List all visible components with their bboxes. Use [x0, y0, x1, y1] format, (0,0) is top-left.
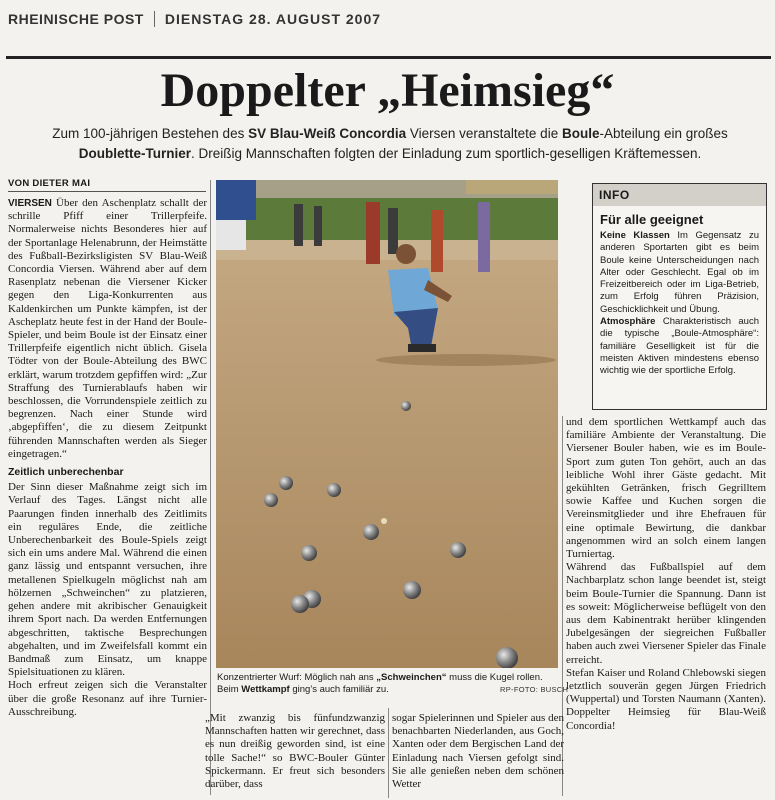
issue-date: DIENSTAG 28. AUGUST 2007: [164, 11, 382, 27]
header-rule: [6, 56, 771, 59]
byline-rule: [8, 191, 206, 192]
article-paragraph: Stefan Kaiser und Roland Chlebowski siegen letztlich souverän gegen Jürgen Friedrich (Wuppertal) und Torsten Naumann (Xanten). Doppelter Heimsieg für Blau-Weiß Concordia!: [566, 666, 766, 732]
info-tag: INFO: [593, 184, 766, 206]
subheadline: [40, 124, 740, 164]
info-box: [592, 183, 767, 410]
column-divider: [210, 180, 211, 795]
caption-text-1: Konzentrierter Wurf: Möglich nah ans: [217, 672, 377, 683]
article-paragraph: Hoch erfreut zeigen sich die Veranstalter über die große Resonanz auf ihre Turnier-Ausschreibung.: [8, 679, 207, 718]
caption-text-2: muss die Kugel rollen. Beim: [217, 672, 543, 695]
article-paragraph: Während das Fußballspiel auf dem Nachbarplatz schon lange beendet ist, steigt beim Boule-Turnier die Spannung. Dann ist es soweit: Möglicherweise beflügelt von den aus dem Kabinentrakt herüber klingenden Jubelgesängen der siegreichen Fußballer haben auch zwei Viersener Spieler das Finale erreicht.: [566, 561, 766, 666]
article-column-left: [8, 197, 207, 719]
subhead-club: SV Blau-Weiß Concordia: [248, 126, 407, 141]
paragraph-text: Über den Aschenplatz schallt der schrille Pfiff einer Trillerpfeife. Normalerweise nichts Besonderes hier auf der Sportanlage Helenabrunn, der Heimstätte des Fußball-Bezirksligisten SV Blau-Weiß Concordia Viersen. Während aber auf dem Rasenplatz nebenan die Viersener Kicker gegen den Liga-Konkurrenten aus Kaldenkirchen um Punkte kämpfen, ist der Ascheplatz heute fest in der Hand der Boule-Spieler, und beim Boule ist der Einsatz einer Trillerpfeife eigentlich nicht üblich. Gisela Tödter von der Boule-Abteilung des BWC erklärt, warum trotzdem gepfiffen wird: „Zur Straffung des Turnierablaufs haben wir beschlossen, die Vorrundenspiele zeitlich zu begrenzen. Nach einer Stunde wird ‚abgepfiffen‘, die zu diesem Zeitpunkt führenden Mannschaften werden als Sieger eingetragen.“: [8, 197, 207, 460]
masthead-divider: [154, 11, 155, 27]
info-body: [593, 230, 766, 378]
info-text: Im Gegensatz zu anderen Sportarten gibt es beim Boule keine Unterscheidungen nach Alter oder Geschlecht. Egal ob im Freizeitbereich oder im Liga-Betrieb, zum Erfolg führen Präzision, Geschicklichkeit und Übung.: [600, 230, 760, 315]
article-column-right: [566, 416, 766, 733]
subhead-text-3: -Abteilung ein großes: [599, 126, 728, 141]
boule-photo: [216, 180, 558, 668]
article-paragraph: „Mit zwanzig bis fünfundzwanzig Mannschaften hatten wir gerechnet, dass es nun dreißig geworden sind, ist eine tolle Sache!“ so BWC-Bouler Günter Spickermann. Er freut sich besonders darüber, dass: [205, 712, 385, 791]
masthead: [8, 6, 768, 32]
caption-text-3: ging’s auch familiär zu.: [289, 684, 389, 695]
info-text: Charakteristisch auch die typische „Boule-Atmosphäre“: familiäre Geselligkeit ist für die meisten Aktiven mindestens ebenso wichtig wie der sportliche Erfolg.: [600, 316, 759, 377]
column-divider: [388, 708, 389, 798]
info-paragraph: [600, 230, 759, 316]
boule-photo-illustration: [216, 180, 558, 668]
subhead-text-2: Viersen veranstaltete die: [406, 126, 562, 141]
caption-wettkampf: Wettkampf: [241, 684, 290, 695]
subhead-boule: Boule: [561, 126, 600, 141]
info-term: Atmosphäre: [600, 316, 656, 328]
byline: VON DIETER MAI: [8, 178, 91, 189]
subhead-text-4: . Dreißig Mannschaften folgten der Einladung zum sportlich-geselligen Kräftemessen.: [190, 146, 702, 161]
article-paragraph: Der Sinn dieser Maßnahme zeigt sich im Verlauf des Tages. Längst nicht alle Paarungen finden innerhalb des Zeitlimits ein reguläres Ende, die zeitliche Unberechenbarkeit des Boule-Spiels zeigt sich ein ums andere Mal. Während die einen ganz lässig und entspannt versuchen, ihre metallenen Spielkugeln möglichst nah am hölzernen „Schweinchen“ zu platzieren, gehen andere mit akribischer Genauigkeit ihrem Sport nach. Da werden Entfernungen abgeschritten, taktische Besprechungen abgehalten, und im Zweifelsfall kommt ein Bandmaß zum Einsatz, um knappe Spielsituationen zu klären.: [8, 481, 207, 679]
subhead-turnier: Doublette-Turnier: [78, 146, 191, 161]
newspaper-name: RHEINISCHE POST: [8, 11, 144, 27]
dateline: VIERSEN: [8, 198, 52, 209]
info-paragraph: [600, 316, 759, 377]
info-term: Keine Klassen: [600, 230, 670, 241]
photo-credit: RP-FOTO: BUSCH: [500, 685, 569, 694]
section-subtitle: Zeitlich unberechenbar: [8, 466, 124, 479]
article-column-mid2: [392, 712, 564, 791]
article-paragraph: sogar Spielerinnen und Spieler aus den benachbarten Niederlanden, aus Goch, Xanten oder dem Bergischen Land der Einladung nach Viersen gefolgt sind. Sie alle genießen neben dem schönen Wetter: [392, 712, 564, 791]
headline: Doppelter „Heimsieg“: [160, 64, 615, 117]
article-column-mid: [205, 712, 385, 791]
info-title: Für alle geeignet: [600, 212, 704, 227]
article-paragraph: und dem sportlichen Wettkampf auch das familiäre Ambiente der Veranstaltung. Die Viersener Bouler haben, wie es im Boule-Sport zum guten Ton gehört, auch an das leibliche Wohl ihrer Gäste gedacht. Mit gekühlten Getränken, frisch Gegrilltem sowie Kaffee und Kuchen sorgen die Vereinsmitglieder und ihre Ehefrauen für eine optimale Bewirtung, die dankbar angenommen wird an solch einem langen Turniertag.: [566, 416, 766, 561]
subhead-text-1: Zum 100-jährigen Bestehen des: [52, 126, 249, 141]
caption-schweinchen: „Schweinchen“: [376, 672, 447, 683]
article-paragraph: [8, 197, 207, 461]
